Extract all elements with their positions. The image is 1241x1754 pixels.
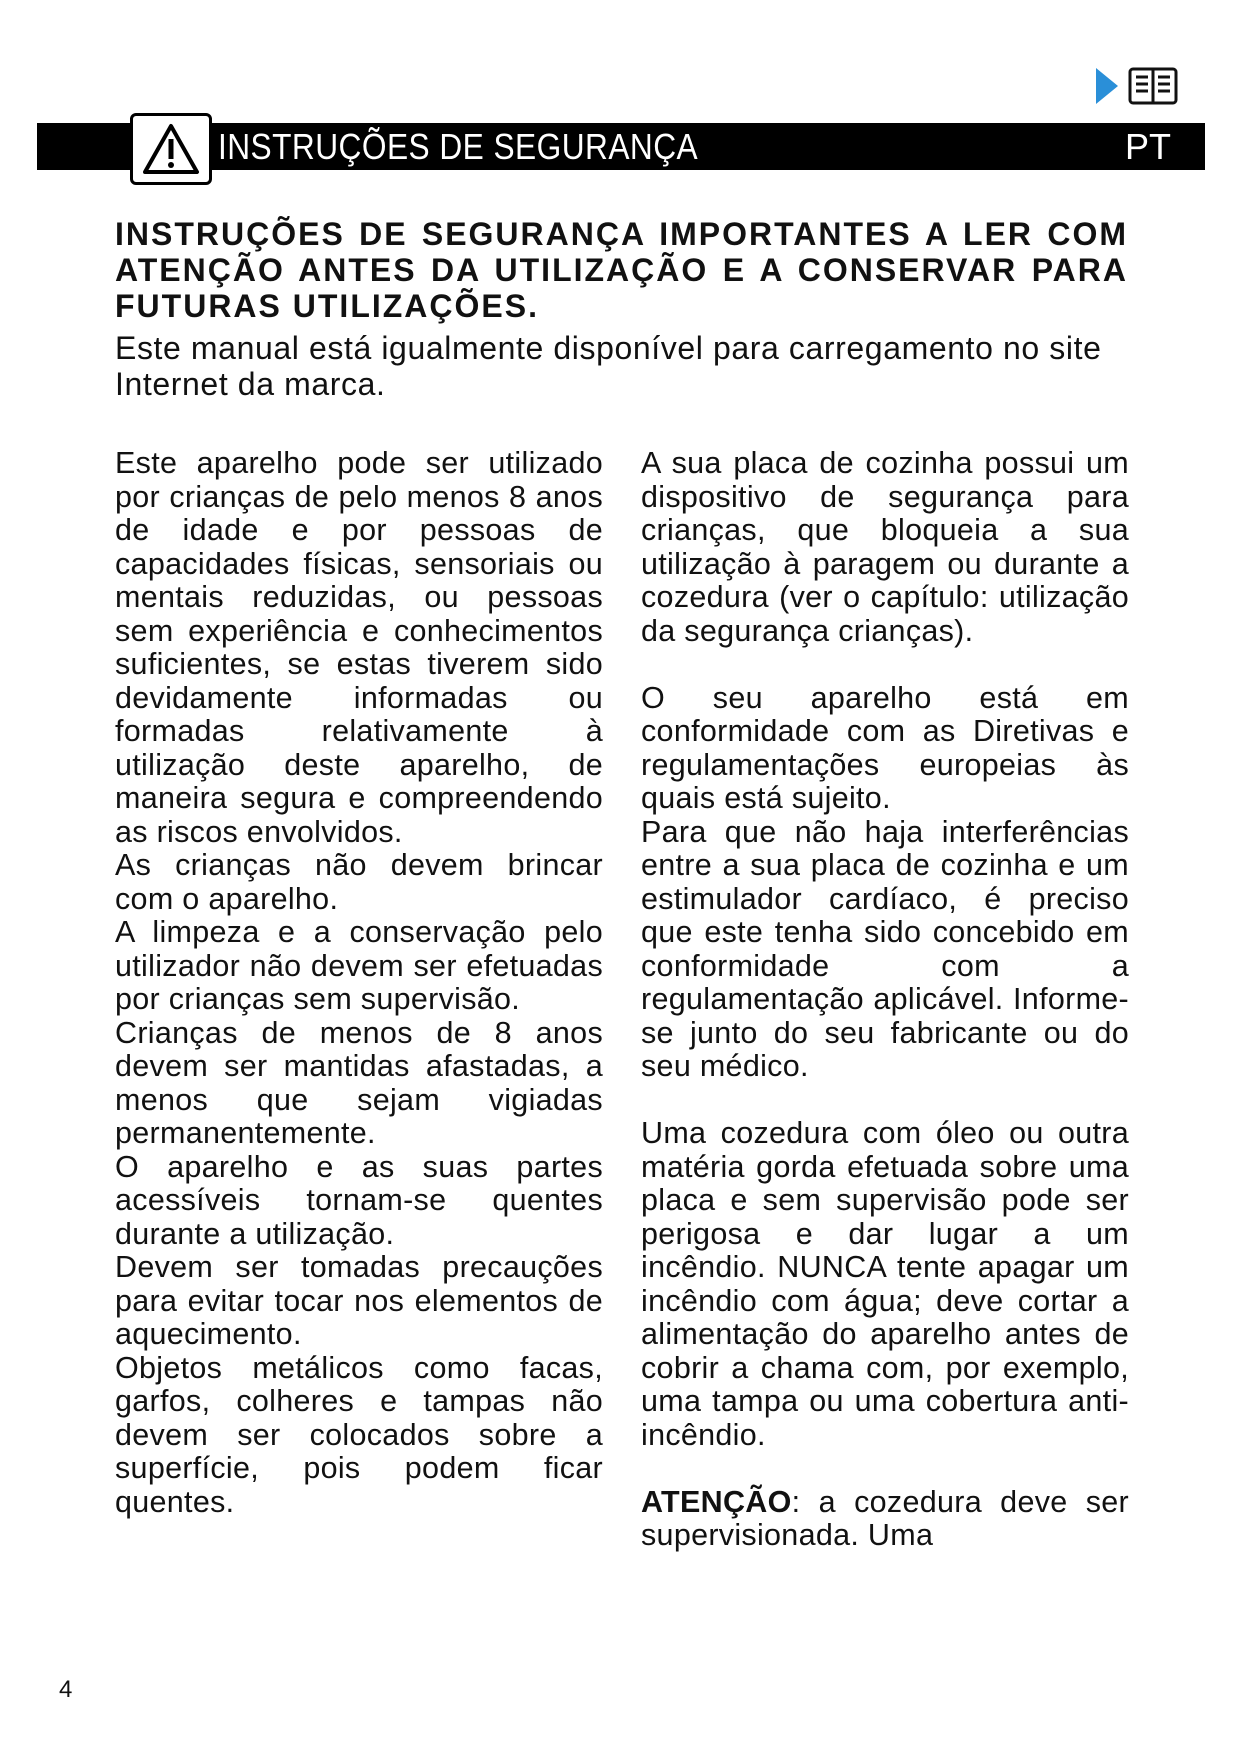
paragraph: Para que não haja interferências entre a sua placa de cozinha e um estimulador cardíaco, é preciso que este tenha sido concebido em conformidade com a regulamentação aplicável. Informe-se junto do seu fabricante ou do seu médico. <box>641 814 1129 1083</box>
paragraph: Este aparelho pode ser utilizado por crianças de pelo menos 8 anos de idade e por pessoas de capacidades físicas, sensoriais ou mentais reduzidas, ou pessoas sem experiência e conhecimentos suficientes, se estas tiverem sido devidamente informadas ou formadas relativamente à utilização deste aparelho, de maneira segura e compreendendo as riscos envolvidos. <box>115 446 603 849</box>
intro-heading: INSTRUÇÕES DE SEGURANÇA IMPORTANTES A LER COM ATENÇÃO ANTES DA UTILIZAÇÃO E A CONSERVAR PARA FUTURAS UTILIZAÇÕES. <box>115 216 1128 324</box>
language-code: PT <box>1124 126 1171 167</box>
left-column <box>115 447 603 1519</box>
next-arrow-icon <box>1096 68 1118 104</box>
paragraph: A sua placa de cozinha possui um dispositivo de segurança para crianças, que bloqueia a sua utilização à paragem ou durante a cozedura (ver o capítulo: utilização da segurança crianças). <box>641 446 1129 648</box>
intro-paragraph: Este manual está igualmente disponível para carregamento no site Internet da marca. <box>115 330 1102 402</box>
paragraph: O seu aparelho está em conformidade com as Diretivas e regulamentações europeias às quais está sujeito. <box>641 680 1129 815</box>
paragraph: Uma cozedura com óleo ou outra matéria gorda efetuada sobre uma placa e sem supervisão pode ser perigosa e dar lugar a um incêndio. NUNCA tente apagar um incêndio com água; deve cortar a alimentação do aparelho antes de cobrir a chama com, por exemplo, uma tampa ou uma cobertura anti-incêndio. <box>641 1116 1129 1452</box>
paragraph: A limpeza e a conservação pelo utilizador não devem ser efetuadas por crianças sem supervisão. <box>115 915 603 1016</box>
right-column <box>641 447 1129 1553</box>
paragraph: As crianças não devem brincar com o aparelho. <box>115 848 603 916</box>
page-number: 4 <box>59 1676 73 1703</box>
paragraph: Devem ser tomadas precauções para evitar tocar nos elementos de aquecimento. <box>115 1250 603 1351</box>
warning-icon <box>130 113 212 185</box>
manual-book-icon <box>1128 67 1178 105</box>
paragraph: Crianças de menos de 8 anos devem ser mantidas afastadas, a menos que sejam vigiadas permanentemente. <box>115 1015 603 1150</box>
nav-marker <box>1096 64 1196 108</box>
section-title: INSTRUÇÕES DE SEGURANÇA <box>218 126 699 167</box>
paragraph: Objetos metálicos como facas, garfos, colheres e tampas não devem ser colocados sobre a superfície, pois podem ficar quentes. <box>115 1350 603 1519</box>
attention-paragraph <box>641 1486 1129 1553</box>
paragraph: O aparelho e as suas partes acessíveis tornam-se quentes durante a utilização. <box>115 1149 603 1251</box>
attention-text: : a cozedura deve ser supervisionada. Uma <box>641 1484 1129 1552</box>
attention-label: ATENÇÃO <box>641 1484 792 1519</box>
